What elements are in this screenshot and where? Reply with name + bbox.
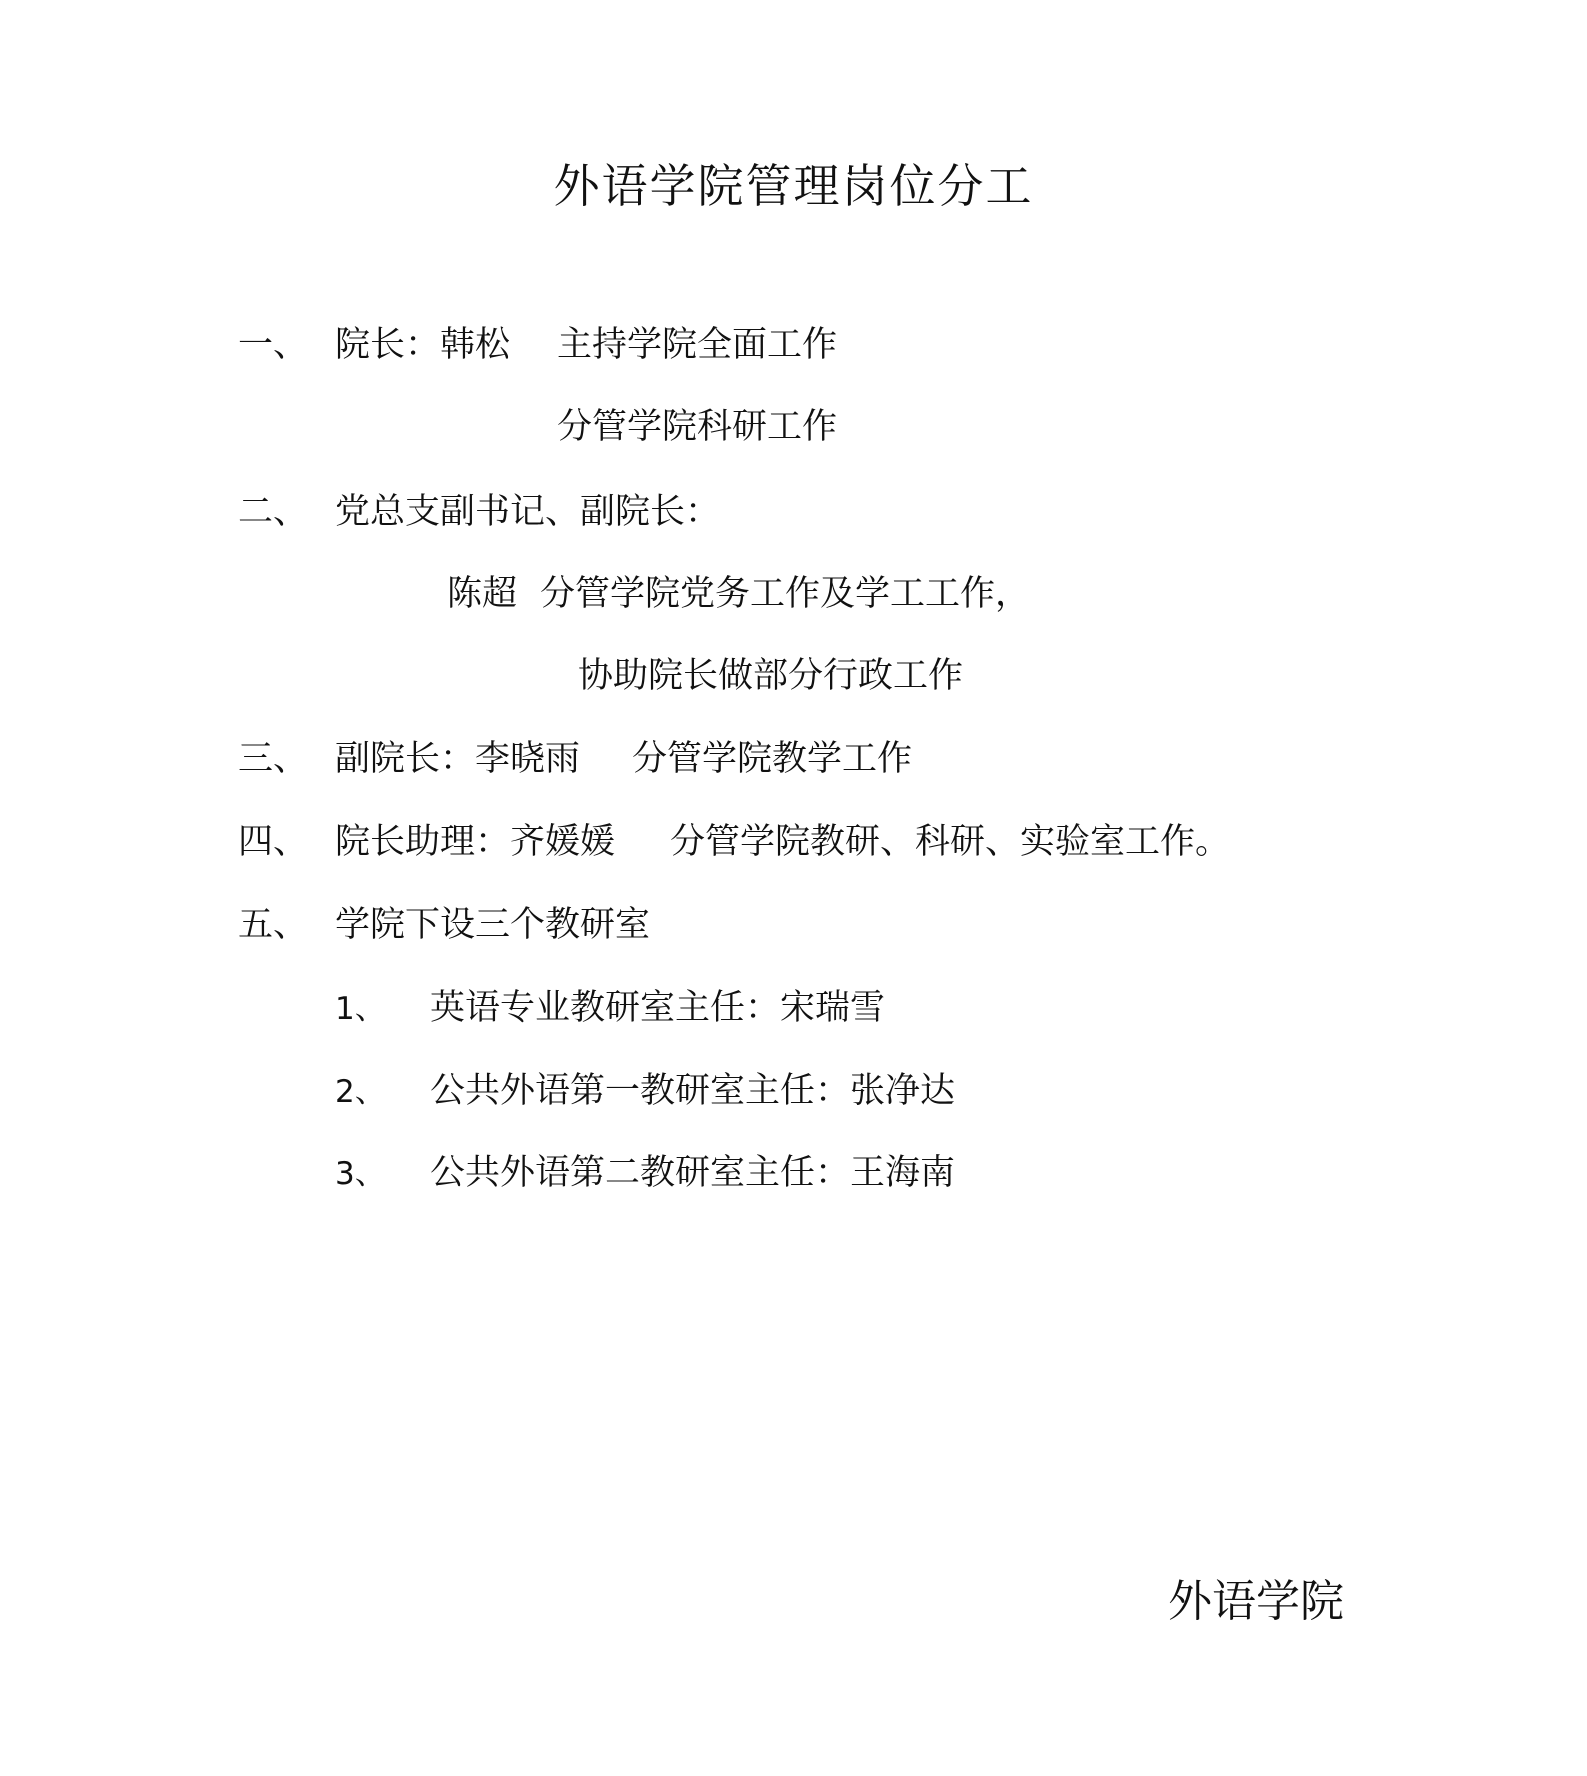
sub-item-number-text: 3、: [335, 1156, 386, 1192]
person-name: 陈超: [447, 574, 518, 614]
page-title: 外语学院管理岗位分工: [553, 159, 1034, 213]
sub-item-number: [335, 991, 386, 1026]
sub-item-number: [335, 1156, 386, 1191]
section-number: 四、: [238, 822, 309, 862]
duty-text: 分管学院科研工作: [557, 407, 838, 447]
sub-item-text: 公共外语第一教研室主任：张净达: [430, 1071, 956, 1111]
section-number: 一、: [238, 325, 309, 365]
sub-item-text: 英语专业教研室主任：宋瑞雪: [430, 988, 886, 1028]
signature: 外语学院: [1168, 1576, 1344, 1627]
duty-text: 分管学院教研、科研、实验室工作。: [670, 822, 1231, 862]
sub-item-number-text: 1、: [335, 991, 386, 1027]
duty-text: 主持学院全面工作: [557, 325, 838, 365]
role-dean: 院长：韩松: [335, 325, 511, 365]
duty-text: 分管学院党务工作及学工工作，: [540, 574, 1031, 614]
sub-item-number: [335, 1074, 386, 1109]
section-number: 二、: [238, 492, 309, 532]
sub-item-number-text: 2、: [335, 1074, 386, 1110]
section-number: 五、: [238, 905, 309, 945]
role-party-secretary: 党总支副书记、副院长：: [335, 492, 721, 532]
duty-text: 分管学院教学工作: [632, 739, 913, 779]
role-dean-assistant: 院长助理：齐媛媛: [335, 822, 616, 862]
sub-item-text: 公共外语第二教研室主任：王海南: [430, 1153, 956, 1193]
section-number: 三、: [238, 739, 309, 779]
duty-text: 协助院长做部分行政工作: [578, 656, 964, 696]
role-vice-dean: 副院长：李晓雨: [335, 739, 581, 779]
section-heading: 学院下设三个教研室: [335, 905, 651, 945]
